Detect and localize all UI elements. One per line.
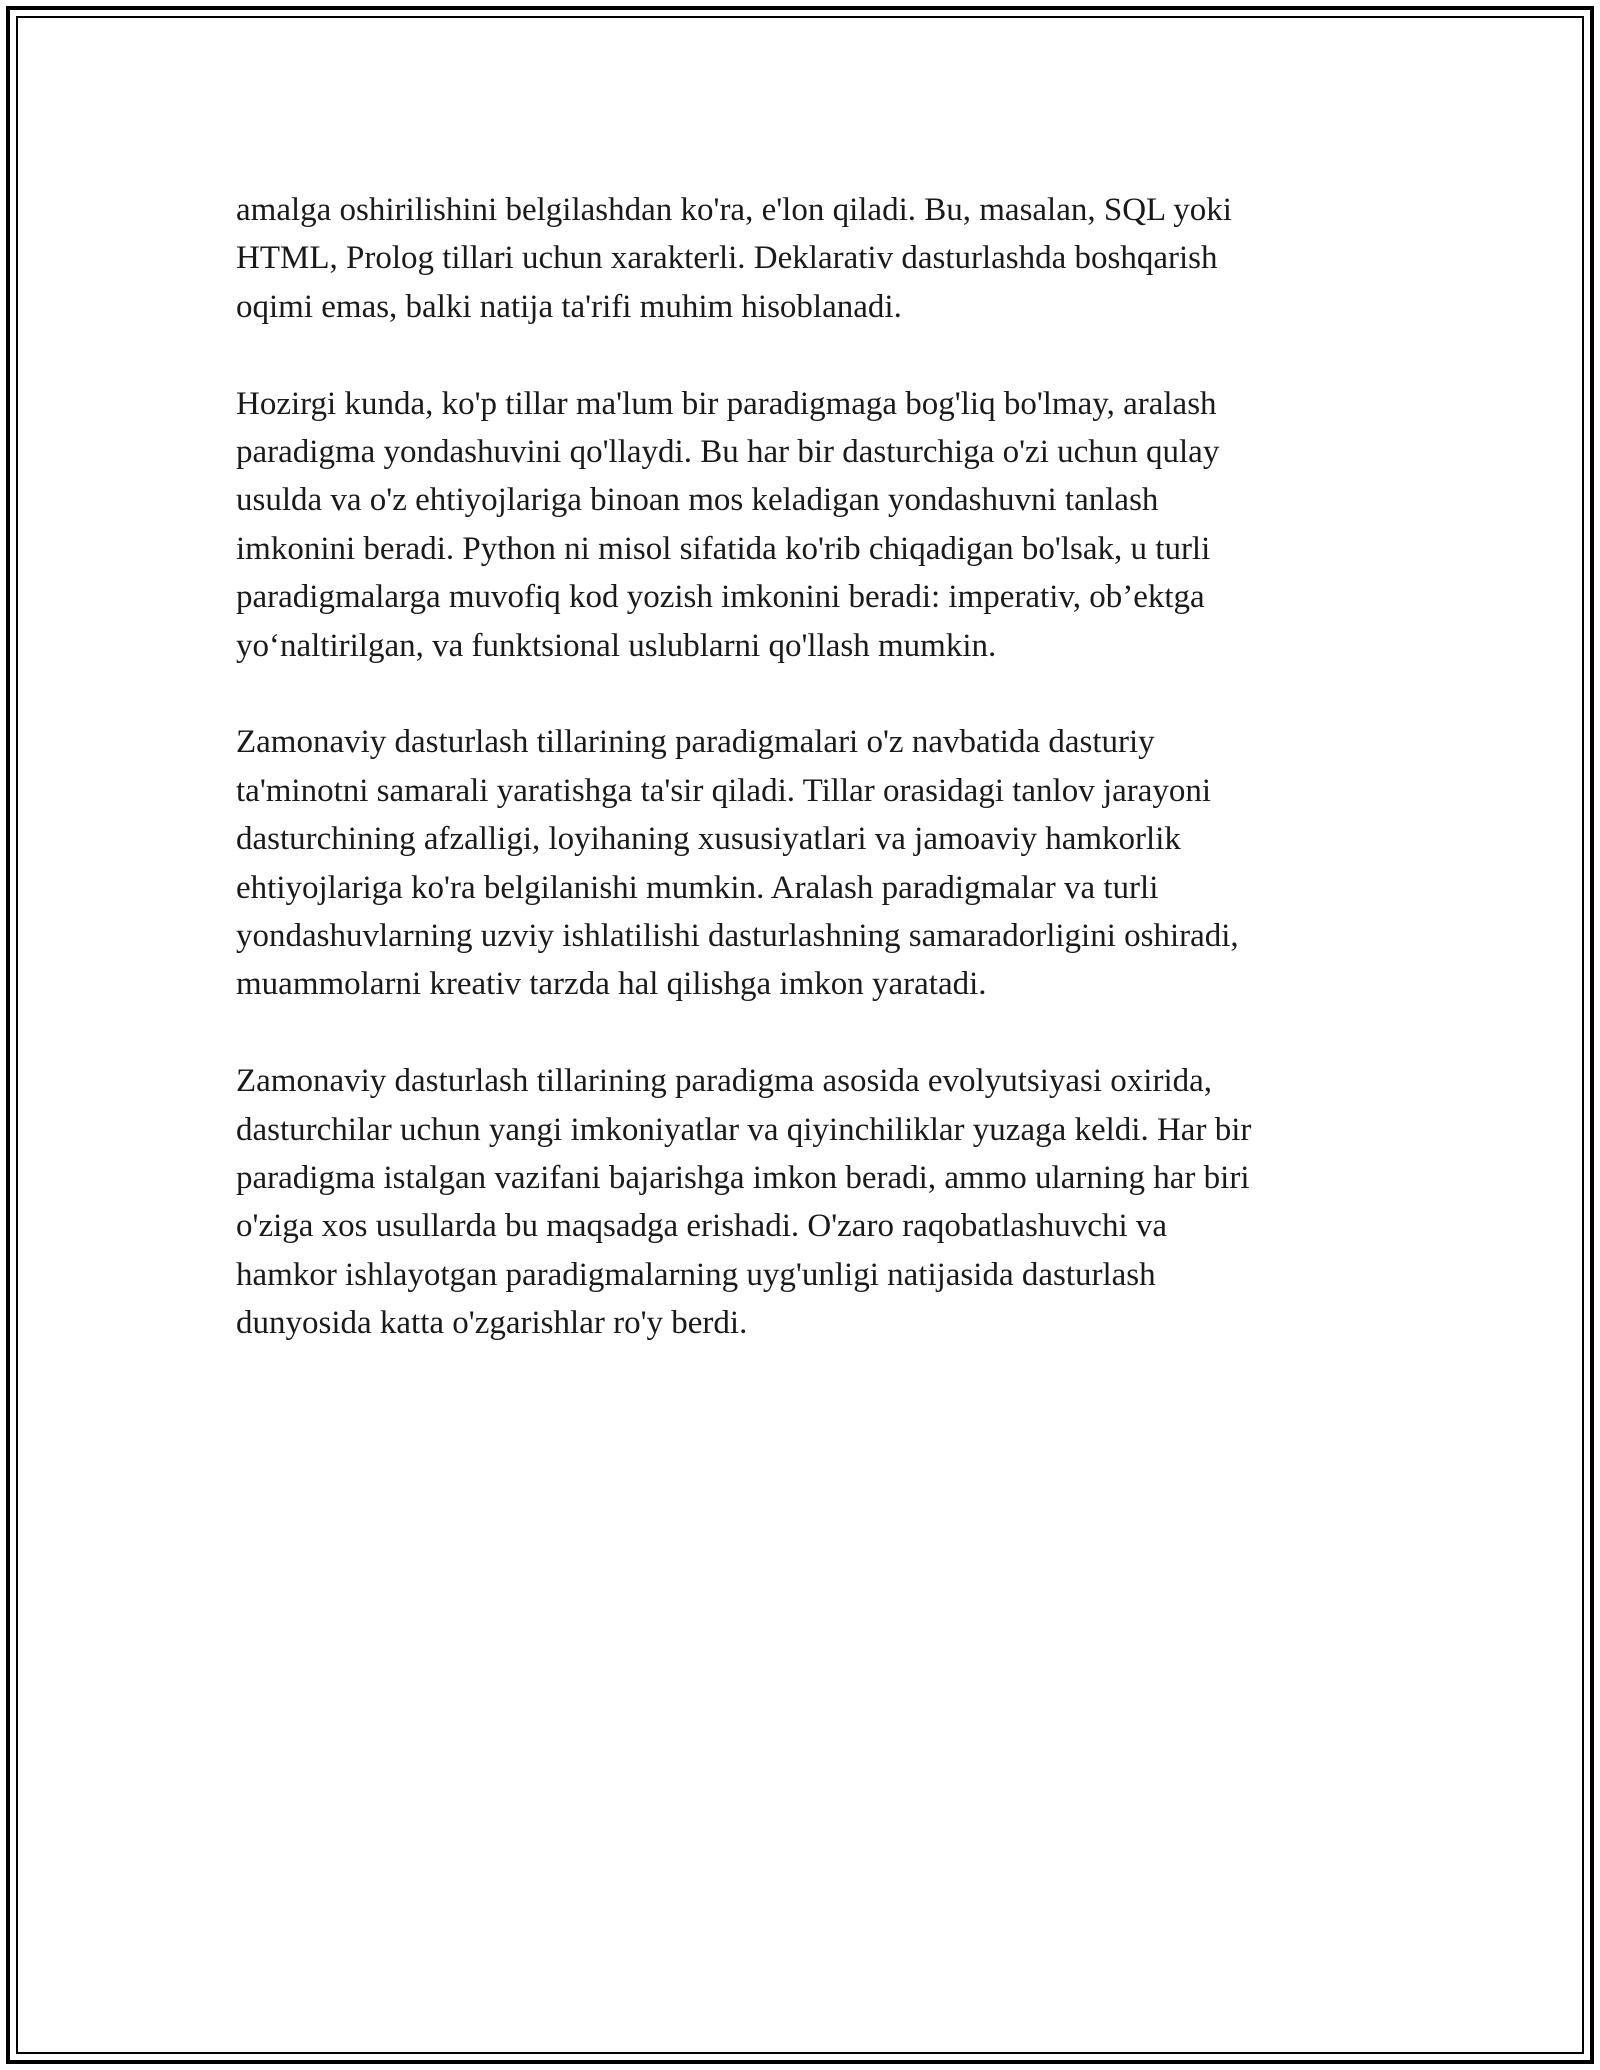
text-line: yondashuvlarning uzviy ishlatilishi dasturlashning samaradorligini oshiradi, xyxy=(236,918,1239,955)
paragraph-1 xyxy=(236,186,1376,331)
paragraph-3 xyxy=(236,718,1376,1008)
text-line: paradigma yondashuvini qo'llaydi. Bu har bir dasturchiga o'zi uchun qulay xyxy=(236,434,1220,471)
paragraph-4 xyxy=(236,1057,1376,1347)
text-line: muammolarni kreativ tarzda hal qilishga imkon yaratadi. xyxy=(236,966,987,1003)
text-line: dasturchilar uchun yangi imkoniyatlar va qiyinchiliklar yuzaga keldi. Har bir xyxy=(236,1111,1252,1148)
text-line: hamkor ishlayotgan paradigmalarning uyg'unligi natijasida dasturlash xyxy=(236,1256,1156,1293)
text-line: Hozirgi kunda, ko'p tillar ma'lum bir paradigmaga bog'liq bo'lmay, aralash xyxy=(236,385,1217,422)
text-line: amalga oshirilishini belgilashdan ko'ra, e'lon qiladi. Bu, masalan, SQL yoki xyxy=(236,192,1232,228)
text-line: oqimi emas, balki natija ta'rifi muhim hisoblanadi. xyxy=(236,288,902,325)
paragraph-2 xyxy=(236,380,1376,670)
text-line: paradigmalarga muvofiq kod yozish imkonini beradi: imperativ, ob’ektga xyxy=(236,579,1205,616)
document-body xyxy=(236,186,1376,1396)
text-line: Zamonaviy dasturlash tillarining paradigma asosida evolyutsiyasi oxirida, xyxy=(236,1063,1213,1100)
text-line: dunyosida katta o'zgarishlar ro'y berdi. xyxy=(236,1305,748,1342)
text-line: yo‘naltirilgan, va funktsional uslublarni qo'llash mumkin. xyxy=(236,627,997,664)
text-line: dasturchining afzalligi, loyihaning xususiyatlari va jamoaviy hamkorlik xyxy=(236,821,1181,858)
text-line: ehtiyojlariga ko'ra belgilanishi mumkin. Aralash paradigmalar va turli xyxy=(236,869,1159,906)
text-line: paradigma istalgan vazifani bajarishga imkon beradi, ammo ularning har biri xyxy=(236,1160,1250,1197)
text-line: usulda va o'z ehtiyojlariga binoan mos keladigan yondashuvni tanlash xyxy=(236,482,1159,519)
text-line: ta'minotni samarali yaratishga ta'sir qiladi. Tillar orasidagi tanlov jarayoni xyxy=(236,772,1212,809)
text-line: HTML, Prolog tillari uchun xarakterli. Deklarativ dasturlashda boshqarish xyxy=(236,240,1218,277)
text-line: o'ziga xos usullarda bu maqsadga erishadi. O'zaro raqobatlashuvchi va xyxy=(236,1208,1168,1245)
text-line: Zamonaviy dasturlash tillarining paradigmalari o'z navbatida dasturiy xyxy=(236,724,1155,761)
text-line: imkonini beradi. Python ni misol sifatida ko'rib chiqadigan bo'lsak, u turli xyxy=(236,530,1211,567)
